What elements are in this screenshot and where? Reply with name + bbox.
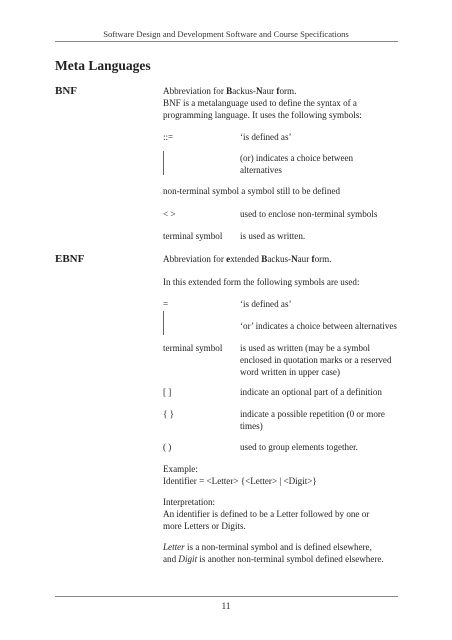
ebnf-paren-text: used to group elements together.: [240, 442, 358, 452]
ebnf-equals-symbol: =: [163, 299, 169, 309]
bnf-or-text-1: (or) indicates a choice between: [240, 153, 354, 163]
example-text: Identifier = <Letter> {<Letter> | <Digit>}: [163, 476, 317, 486]
bnf-nonterminal-line: non-terminal symbol a symbol still to be defined: [163, 186, 341, 196]
bnf-desc-line-1: BNF is a metalanguage used to define the syntax of a: [163, 98, 357, 108]
ebnf-abbreviation: Abbreviation for extended Backus-Naur form.: [163, 254, 332, 264]
term-ebnf: EBNF: [55, 253, 85, 265]
page-number: 11: [221, 601, 231, 611]
ebnf-terminal-text-2: enclosed in quotation marks or a reserved: [240, 355, 392, 365]
ebnf-square-text: indicate an optional part of a definition: [240, 387, 382, 397]
interpretation-label: Interpretation:: [163, 497, 216, 507]
bnf-or-text-2: alternatives: [240, 165, 282, 175]
ebnf-intro: In this extended form the following symbols are used:: [163, 277, 360, 287]
term-bnf: BNF: [55, 85, 77, 97]
ebnf-terminal-text-3: word written in upper case): [240, 367, 340, 377]
bnf-or-symbol: [163, 151, 164, 175]
ebnf-brace-text-1: indicate a possible repetition (0 or more: [240, 409, 385, 419]
bnf-angle-text: used to enclose non-terminal symbols: [240, 209, 378, 219]
ebnf-equals-text: ‘is defined as’: [240, 299, 292, 309]
bnf-terminal-symbol: terminal symbol: [163, 231, 223, 241]
bnf-terminal-text: is used as written.: [240, 231, 306, 241]
ebnf-square-symbol: [ ]: [163, 387, 172, 397]
header-rule: [55, 41, 398, 42]
ebnf-brace-text-2: times): [240, 421, 263, 431]
bnf-angle-symbol: < >: [163, 209, 176, 219]
interpretation-line-1: An identifier is defined to be a Letter followed by one or: [163, 509, 370, 519]
ebnf-paren-symbol: ( ): [163, 442, 172, 452]
bnf-abbreviation: Abbreviation for Backus-Naur form.: [163, 86, 297, 96]
footer-rule: [55, 596, 398, 597]
digit-note: and Digit is another non-terminal symbol defined elsewhere.: [163, 554, 384, 564]
ebnf-terminal-symbol: terminal symbol: [163, 343, 223, 353]
letter-note: Letter is a non-terminal symbol and is defined elsewhere,: [163, 542, 372, 552]
ebnf-terminal-text-1: is used as written (may be a symbol: [240, 343, 371, 353]
running-header: Software Design and Development Software and Course Specifications: [103, 29, 349, 39]
ebnf-brace-symbol: { }: [163, 409, 175, 419]
bnf-define-text: ‘is defined as’: [240, 132, 292, 142]
ebnf-or-symbol: [163, 311, 164, 335]
bnf-desc-line-2: programming language. It uses the following symbols:: [163, 110, 362, 120]
ebnf-or-text: ‘or’ indicates a choice between alternatives: [240, 321, 397, 331]
bnf-define-symbol: ::=: [163, 132, 174, 142]
section-title: Meta Languages: [55, 58, 151, 73]
interpretation-line-2: more Letters or Digits.: [163, 521, 246, 531]
example-label: Example:: [163, 464, 198, 474]
